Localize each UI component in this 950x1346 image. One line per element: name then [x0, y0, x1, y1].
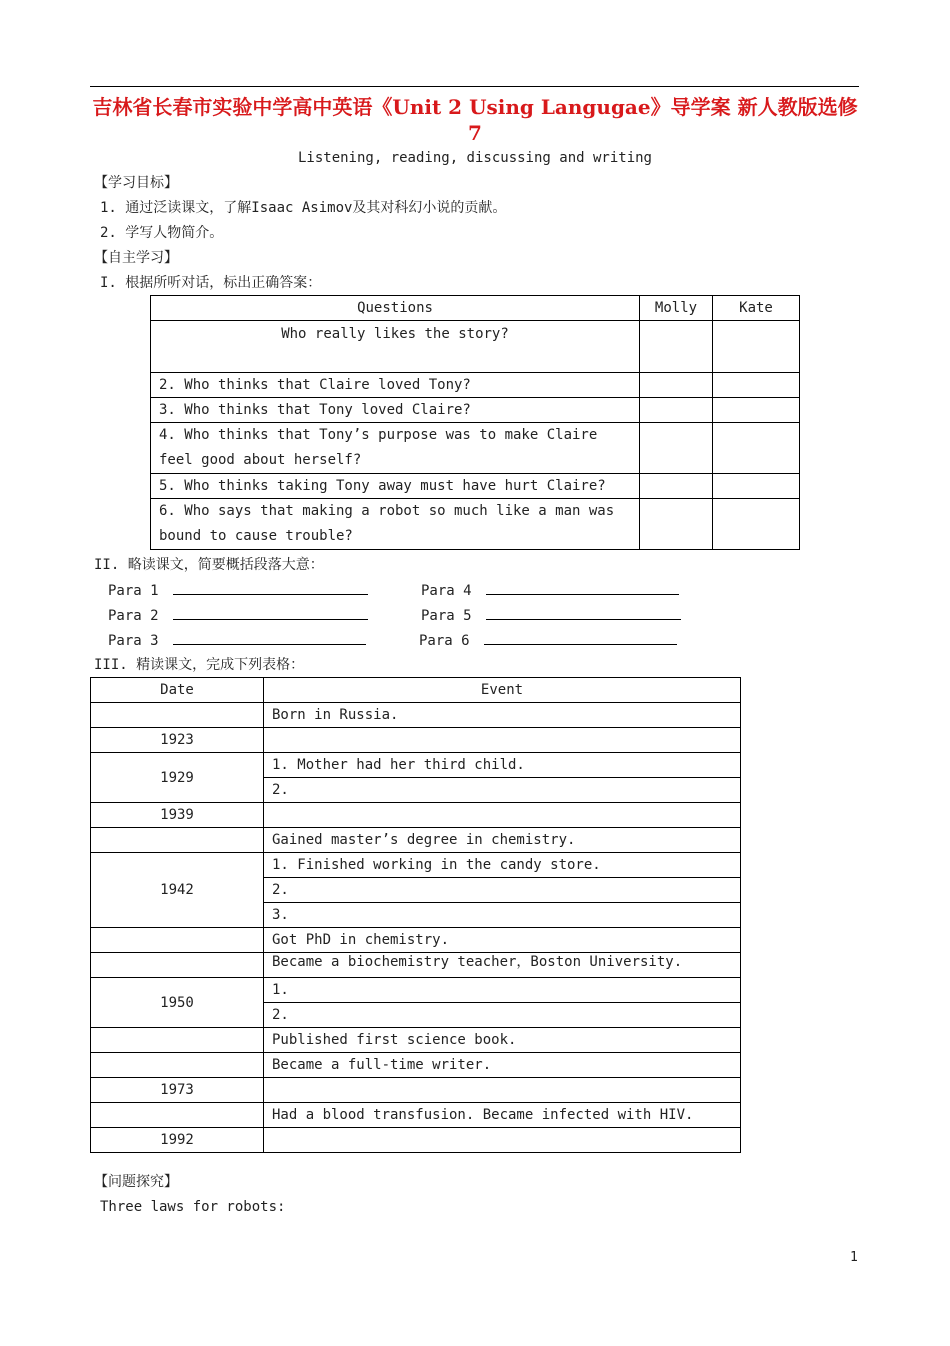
molly-answer-cell[interactable]: [640, 423, 713, 474]
kate-answer-cell[interactable]: [713, 373, 800, 398]
header-questions: Questions: [151, 296, 640, 321]
event-cell: Got PhD in chemistry.: [264, 928, 741, 953]
para-1-label: Para 1: [108, 583, 159, 599]
objective-2: 2. 学写人物简介。: [100, 225, 224, 241]
event-cell: Had a blood transfusion. Became infected with HIV.: [264, 1103, 741, 1128]
date-cell: 1939: [91, 803, 264, 828]
table-row: [151, 296, 800, 321]
table-row: [91, 1128, 741, 1153]
question-cell: 4. Who thinks that Tony’s purpose was to make Claire feel good about herself?: [151, 423, 640, 474]
question-cell: 2. Who thinks that Claire loved Tony?: [151, 373, 640, 398]
part2-instruction: II. 略读课文，简要概括段落大意：: [94, 557, 324, 573]
table-row: [91, 1078, 741, 1103]
inquiry-text: Three laws for robots:: [100, 1199, 286, 1215]
table-row: [91, 753, 741, 778]
date-cell: 1942: [91, 853, 264, 928]
table-row: [91, 1028, 741, 1053]
table-row: [91, 703, 741, 728]
event-cell[interactable]: 2.: [264, 778, 741, 803]
date-cell[interactable]: [91, 928, 264, 953]
event-cell[interactable]: [264, 728, 741, 753]
event-cell: 1. Mother had her third child.: [264, 753, 741, 778]
question-cell: Who really likes the story?: [151, 321, 640, 373]
objective-1: 1. 通过泛读课文，了解Isaac Asimov及其对科幻小说的贡献。: [100, 200, 507, 216]
molly-answer-cell[interactable]: [640, 398, 713, 423]
date-cell[interactable]: [91, 828, 264, 853]
para-2-blank[interactable]: [173, 607, 368, 620]
para-4-row: [421, 582, 679, 599]
table-row: [151, 423, 800, 474]
table-row: [91, 803, 741, 828]
kate-answer-cell[interactable]: [713, 398, 800, 423]
date-cell: 1973: [91, 1078, 264, 1103]
table-row: [151, 474, 800, 499]
para-6-blank[interactable]: [484, 632, 677, 645]
table-row: [151, 373, 800, 398]
document-title: 吉林省长春市实验中学高中英语《Unit 2 Using Langugae》导学案 新人教版选修7: [92, 95, 858, 145]
header-event: Event: [264, 678, 741, 703]
kate-answer-cell[interactable]: [713, 474, 800, 499]
event-cell: Born in Russia.: [264, 703, 741, 728]
para-6-row: [419, 632, 677, 649]
question-cell: 3. Who thinks that Tony loved Claire?: [151, 398, 640, 423]
event-cell[interactable]: 1.: [264, 978, 741, 1003]
molly-answer-cell[interactable]: [640, 373, 713, 398]
date-cell: 1929: [91, 753, 264, 803]
para-4-blank[interactable]: [486, 582, 679, 595]
event-cell[interactable]: 2.: [264, 878, 741, 903]
kate-answer-cell[interactable]: [713, 423, 800, 474]
table-row: [91, 853, 741, 878]
para-3-row: [108, 632, 366, 649]
table-row: [151, 499, 800, 550]
table-row: [91, 678, 741, 703]
para-5-blank[interactable]: [486, 607, 681, 620]
table-row: [91, 828, 741, 853]
event-cell: Gained master’s degree in chemistry.: [264, 828, 741, 853]
event-cell[interactable]: [264, 1078, 741, 1103]
header-kate: Kate: [713, 296, 800, 321]
table-row: [91, 1053, 741, 1078]
date-cell[interactable]: [91, 703, 264, 728]
table-row: [91, 978, 741, 1003]
top-rule: [90, 86, 859, 87]
para-5-label: Para 5: [421, 608, 472, 624]
page-number: 1: [850, 1250, 858, 1265]
event-cell: Published first science book.: [264, 1028, 741, 1053]
event-cell[interactable]: 2.: [264, 1003, 741, 1028]
date-cell: 1923: [91, 728, 264, 753]
objectives-heading: 【学习目标】: [94, 175, 178, 191]
molly-answer-cell[interactable]: [640, 474, 713, 499]
table-row: [151, 398, 800, 423]
header-date: Date: [91, 678, 264, 703]
event-cell[interactable]: [264, 1128, 741, 1153]
date-cell[interactable]: [91, 1028, 264, 1053]
listening-answer-table: [150, 295, 800, 550]
question-cell: 6. Who says that making a robot so much like a man was bound to cause trouble?: [151, 499, 640, 550]
para-1-blank[interactable]: [173, 582, 368, 595]
para-5-row: [421, 607, 681, 624]
document-subtitle: Listening, reading, discussing and writing: [297, 150, 652, 166]
event-cell[interactable]: 3.: [264, 903, 741, 928]
para-2-row: [108, 607, 368, 624]
date-cell: 1992: [91, 1128, 264, 1153]
para-1-row: [108, 582, 368, 599]
table-row: [91, 728, 741, 753]
para-3-blank[interactable]: [173, 632, 366, 645]
header-molly: Molly: [640, 296, 713, 321]
table-row: [151, 321, 800, 373]
para-6-label: Para 6: [419, 633, 470, 649]
kate-answer-cell[interactable]: [713, 499, 800, 550]
date-cell: 1950: [91, 978, 264, 1028]
asimov-timeline-table: [90, 677, 741, 1153]
table-row: [91, 1103, 741, 1128]
para-3-label: Para 3: [108, 633, 159, 649]
self-study-heading: 【自主学习】: [94, 250, 178, 266]
part3-instruction: III. 精读课文，完成下列表格：: [94, 657, 305, 673]
question-cell: 5. Who thinks taking Tony away must have hurt Claire?: [151, 474, 640, 499]
para-2-label: Para 2: [108, 608, 159, 624]
date-cell[interactable]: [91, 1053, 264, 1078]
para-4-label: Para 4: [421, 583, 472, 599]
date-cell[interactable]: [91, 1103, 264, 1128]
molly-answer-cell[interactable]: [640, 321, 713, 373]
inquiry-heading: 【问题探究】: [94, 1174, 178, 1190]
event-cell[interactable]: [264, 803, 741, 828]
part1-instruction: I. 根据所听对话，标出正确答案：: [100, 275, 322, 291]
event-cell: Became a full-time writer.: [264, 1053, 741, 1078]
table-row: [91, 928, 741, 953]
table-row: [91, 953, 741, 978]
event-cell: Became a biochemistry teacher，Boston University.: [264, 953, 741, 978]
molly-answer-cell[interactable]: [640, 499, 713, 550]
kate-answer-cell[interactable]: [713, 321, 800, 373]
date-cell[interactable]: [91, 953, 264, 978]
event-cell: 1. Finished working in the candy store.: [264, 853, 741, 878]
